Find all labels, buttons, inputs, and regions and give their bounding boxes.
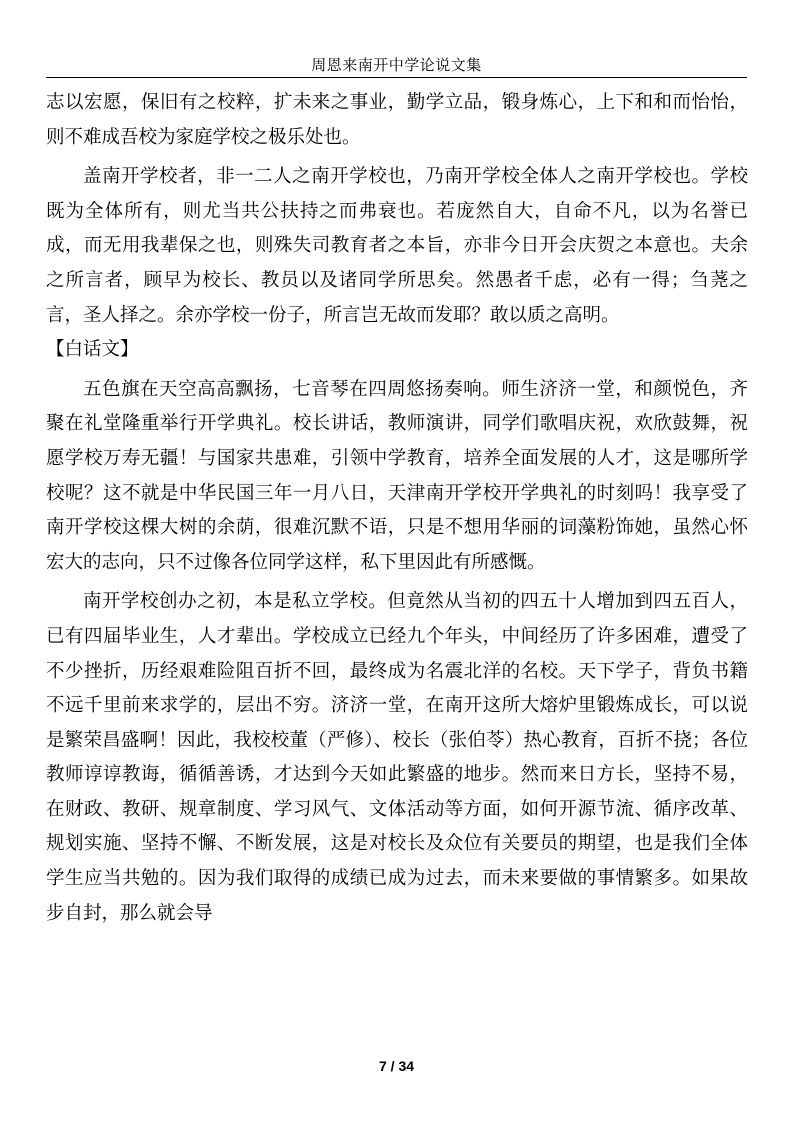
section-label-vernacular: 【白话文】 [46, 339, 139, 361]
paragraph-vernacular-2: 南开学校创办之初，本是私立学校。但竟然从当初的四五十人增加到四五百人，已有四届毕业生，人才辈出。学校成立已经九个年头，中间经历了许多困难，遭受了不少挫折，历经艰难险阻百折不回，最终成为名震北洋的名校。天下学子，背负书籍不远千里前来求学的，层出不穷。济济一堂，在南开这所大熔炉里锻炼成长，可以说是繁荣昌盛啊！因此，我校校董（严修）、校长（张伯苓）热心教育，百折不挠；各位教师谆谆教诲，循循善诱，才达到今天如此繁盛的地步。然而来日方长，坚持不易，在财政、教研、规章制度、学习风气、文体活动等方面，如何开源节流、循序改革、规划实施、坚持不懈、不断发展，这是对校长及众位有关要员的期望，也是我们全体学生应当共勉的。因为我们取得的成绩已成为过去，而未来要做的事情繁多。如果故步自封，那么就会导 [46, 591, 748, 924]
page-number: 7 / 34 [378, 1058, 415, 1074]
paragraph-classical: 盖南开学校者，非一二人之南开学校也，乃南开学校全体人之南开学校也。学校既为全体所有，则尤当共公扶持之而弗衰也。若庞然自大，自命不凡，以为名誉已成，而无用我辈保之也，则殊失司教育者之本旨，亦非今日开会庆贺之本意也。夫余之所言者，顾早为校长、教员以及诸同学所思矣。然愚者千虑，必有一得；刍荛之言，圣人择之。余亦学校一份子，所言岂无故而发耶？敢以质之高明。 [46, 166, 748, 326]
paragraph-vernacular-1: 五色旗在天空高高飘扬，七音琴在四周悠扬奏响。师生济济一堂，和颜悦色，齐聚在礼堂隆重举行开学典礼。校长讲话，教师演讲，同学们歌唱庆祝，欢欣鼓舞，祝愿学校万寿无疆！与国家共患难，引领中学教育，培养全面发展的人才，这是哪所学校呢？这不就是中华民国三年一月八日，天津南开学校开学典礼的时刻吗！我享受了南开学校这棵大树的余荫，很难沉默不语，只是不想用华丽的词藻粉饰她，虽然心怀宏大的志向，只不过像各位同学这样，私下里因此有所感慨。 [46, 378, 748, 573]
header-divider [46, 77, 747, 78]
paragraph-continuation: 志以宏愿，保旧有之校粹，扩未来之事业，勤学立品，锻身炼心，上下和和而怡怡，则不难成吾校为家庭学校之极乐处也。 [46, 92, 748, 148]
page-body [46, 86, 748, 931]
running-header-title: 周恩来南开中学论说文集 [311, 56, 482, 74]
